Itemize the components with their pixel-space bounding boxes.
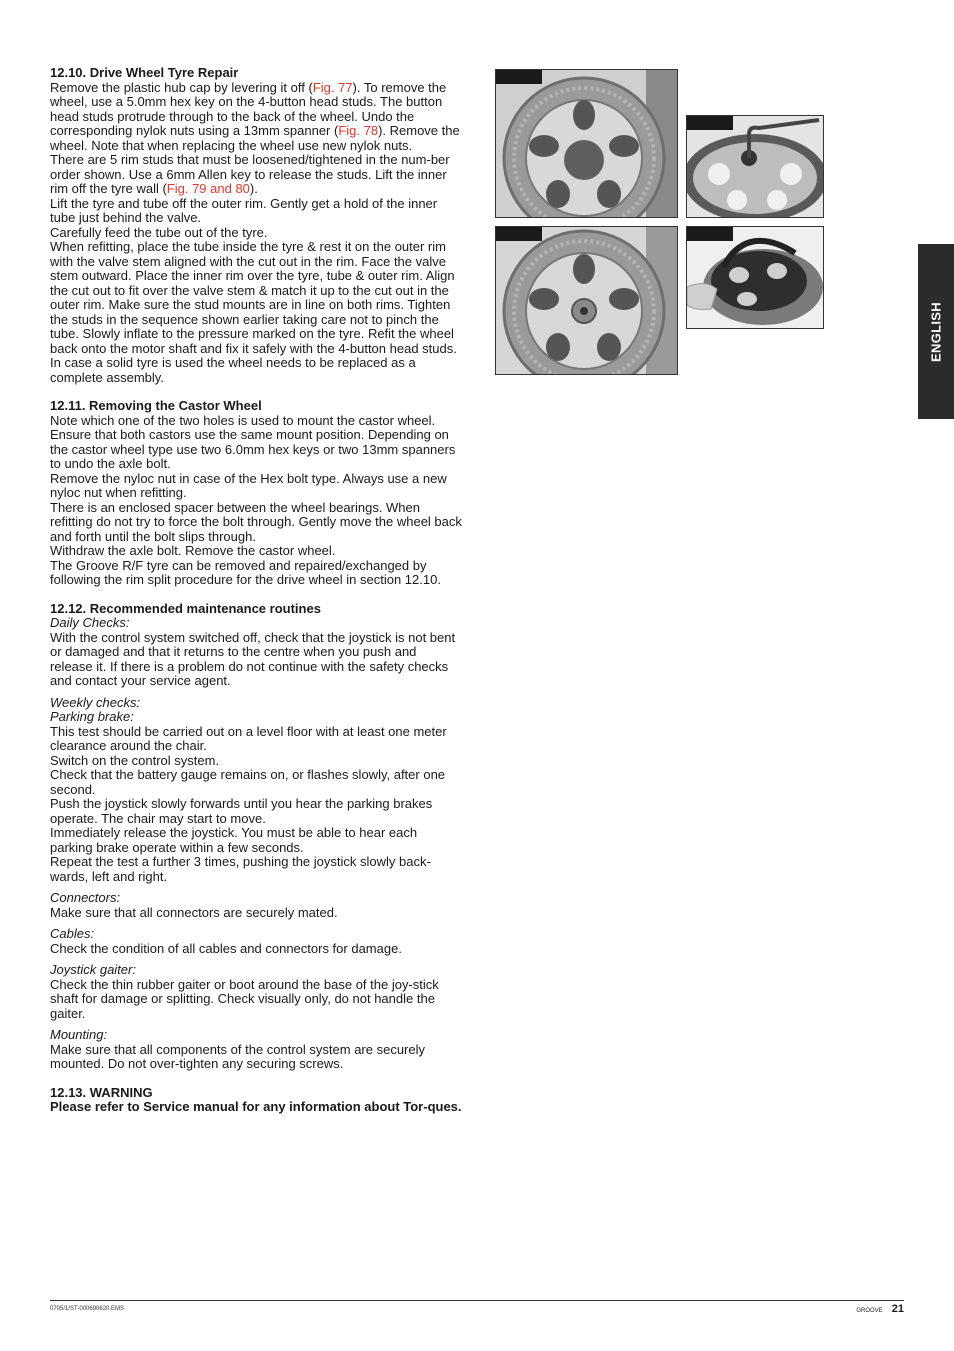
- paragraph: Repeat the test a further 3 times, pushing the joystick slowly back-wards, left and right.: [50, 854, 431, 884]
- text: ). Remove the wheel. Note that when replacing the wheel use new nylok nuts.: [50, 123, 460, 153]
- paragraph: Note which one of the two holes is used to mount the castor wheel. Ensure that both castors use the same mount position. Depending on the castor wheel type use two 6.0mm hex keys or two 13mm spanners to undo the axle bolt.: [50, 412, 456, 471]
- lifting-rim-image: [687, 227, 823, 328]
- language-tab-label: ENGLISH: [928, 301, 944, 362]
- paragraph: Check the thin rubber gaiter or boot around the base of the joy-stick shaft for damage or splitting. Check visually only, do not handle the gaiter.: [50, 976, 439, 1021]
- figure-label-tag: [496, 227, 542, 241]
- footer-document-code: 0705/1/ST-000690620.EMS: [50, 1306, 125, 1312]
- paragraph: When refitting, place the tube inside the tyre & rest it on the outer rim with the valve stem aligned with the cut out in the rim. Face the valve stem outward. Place the inner rim over the tyre, tube & outer rim. Align the cut out to fit over the valve stem & match it up to the cut out in the outer rim. Make sure the stud mounts are in line on both rims. Tighten the studs in the sequence shown earlier taking care not to pinch the tube. Slowly inflate to the pressure marked on the tyre. Refit the wheel back onto the motor shaft and fix it safely with the 4-button head studs.: [50, 239, 457, 356]
- figure-label-tag: [496, 70, 542, 84]
- page-number: 21: [891, 1303, 904, 1315]
- paragraph: Lift the tyre and tube off the outer rim. Gently get a hold of the inner tube just behind the valve.: [50, 195, 438, 225]
- heading-castor-wheel: 12.11. Removing the Castor Wheel: [50, 398, 262, 413]
- paragraph: Immediately release the joystick. You must be able to hear each parking brake operate within a few seconds.: [50, 825, 418, 855]
- subheading-daily: [50, 616, 462, 631]
- wheel-hubcap-image: [496, 70, 677, 217]
- paragraph: Remove the nyloc nut in case of the Hex bolt type. Always use a new nyloc nut when refitting.: [50, 470, 447, 500]
- subheading-mounting: [50, 1028, 462, 1043]
- paragraph: [50, 81, 462, 154]
- label: Weekly checks:: [50, 694, 141, 710]
- paragraph: The Groove R/F tyre can be removed and repaired/exchanged by following the rim split procedure for the drive wheel in section 12.10.: [50, 557, 441, 587]
- text: There are 5 rim studs that must be loosened/tightened in the num-ber order shown. Use a 6mm Allen key to release the studs. Lift the inner rim off the tyre wall (: [50, 152, 450, 196]
- fig-79-80-link[interactable]: Fig. 79 and 80: [166, 181, 250, 196]
- footer-divider: [50, 1300, 904, 1301]
- label: Connectors:: [50, 890, 121, 905]
- footer-brand: GROOVE: [856, 1308, 883, 1314]
- figure-rim-wrench: [686, 115, 824, 218]
- section-drive-wheel: [50, 66, 462, 385]
- figure-label-tag: [687, 227, 733, 241]
- figure-wheel-studs: [495, 226, 678, 375]
- paragraph: Carefully feed the tube out of the tyre.: [50, 224, 268, 240]
- label: Cables:: [50, 926, 95, 941]
- section-maintenance: [50, 602, 462, 1072]
- warning-text: Please refer to Service manual for any information about Tor-ques.: [50, 1099, 462, 1114]
- paragraph: Make sure that all connectors are securely mated.: [50, 904, 338, 920]
- paragraph: In case a solid tyre is used the wheel needs to be replaced as a complete assembly.: [50, 355, 416, 385]
- heading-warning: 12.13. WARNING: [50, 1084, 153, 1100]
- fig-78-link[interactable]: Fig. 78: [338, 123, 379, 138]
- text: ).: [249, 181, 258, 196]
- paragraph: With the control system switched off, check that the joystick is not bent or damaged and that it returns to the centre when you push and release it. If there is a problem do not continue with the safety checks and contact your service agent.: [50, 629, 456, 688]
- subheading-cables: [50, 927, 462, 942]
- subheading-connectors: [50, 891, 462, 906]
- text: Remove the plastic hub cap by levering it off (: [50, 79, 313, 95]
- text: ). To remove the wheel, use a 5.0mm hex key on the 4-button head studs. The button head studs protrude through to the back of the wheel. Undo the corresponding nylok nuts using a 13mm spanner (: [50, 79, 447, 138]
- wheel-studs-image: [496, 227, 677, 374]
- paragraph: Switch on the control system.: [50, 752, 220, 768]
- paragraph: This test should be carried out on a level floor with at least one meter clearance around the chair.: [50, 723, 447, 753]
- label: Joystick gaiter:: [50, 962, 136, 977]
- section-warning: [50, 1086, 462, 1115]
- language-tab: [918, 244, 954, 419]
- label: Mounting:: [50, 1027, 108, 1042]
- rim-wrench-image: [687, 116, 823, 217]
- subheading-weekly: [50, 696, 462, 711]
- figure-label-tag: [687, 116, 733, 130]
- paragraph: There is an enclosed spacer between the wheel bearings. When refitting do not try to force the bolt through. Gently move the wheel back and forth until the bolt slips through.: [50, 499, 462, 544]
- figure-wheel-hubcap: [495, 69, 678, 218]
- subheading-gaiter: [50, 963, 462, 978]
- main-column: [50, 66, 462, 1129]
- paragraph: Push the joystick slowly forwards until you hear the parking brakes operate. The chair may start to move.: [50, 796, 433, 826]
- paragraph: [50, 153, 462, 197]
- paragraph: Check that the battery gauge remains on, or flashes slowly, after one second.: [50, 767, 446, 797]
- label: Parking brake:: [50, 709, 134, 724]
- footer-right: [856, 1303, 904, 1315]
- paragraph: Withdraw the axle bolt. Remove the castor wheel.: [50, 543, 336, 558]
- section-castor-wheel: [50, 399, 462, 588]
- subheading-parking: [50, 710, 462, 725]
- paragraph: Check the condition of all cables and connectors for damage.: [50, 940, 402, 956]
- label: Daily Checks:: [50, 615, 130, 630]
- heading-maintenance: 12.12. Recommended maintenance routines: [50, 600, 321, 616]
- paragraph: Make sure that all components of the control system are securely mounted. Do not over-tighten any securing screws.: [50, 1041, 426, 1071]
- heading-drive-wheel: 12.10. Drive Wheel Tyre Repair: [50, 65, 239, 80]
- fig-77-link[interactable]: Fig. 77: [312, 79, 353, 95]
- figure-lifting-rim: [686, 226, 824, 329]
